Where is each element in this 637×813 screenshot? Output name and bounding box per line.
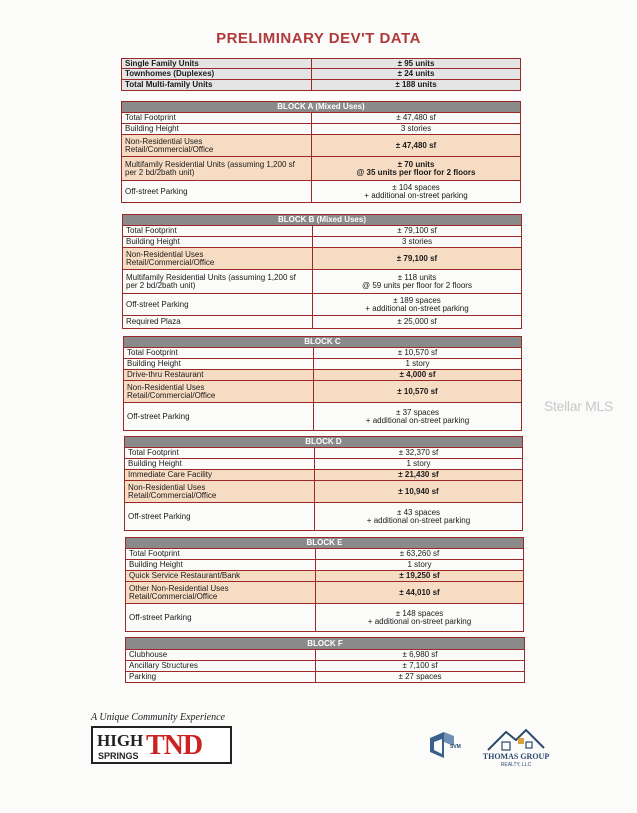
summary-value: ± 95 units [397, 58, 435, 68]
block-row [125, 481, 522, 503]
block-row [126, 582, 523, 604]
row-label: Ancillary Structures [126, 661, 316, 671]
row-value: ± 25,000 sf [397, 317, 437, 326]
summary-label: Single Family Units [122, 59, 312, 68]
page-title: PRELIMINARY DEV'T DATA [216, 30, 421, 47]
row-label: Required Plaza [123, 316, 313, 328]
row-label: Non-Residential Uses Retail/Commercial/Office [125, 481, 315, 502]
row-value: ± 79,100 sf [397, 226, 437, 235]
block-header: BLOCK F [126, 637, 524, 650]
row-value: ± 21,430 sf [398, 470, 439, 479]
block-header: BLOCK A (Mixed Uses) [122, 101, 520, 113]
block-table [124, 436, 523, 531]
row-value: ± 118 units @ 59 units per floor for 2 floors [362, 272, 472, 290]
row-value: ± 37 spaces + additional on-street parking [365, 407, 470, 425]
row-label: Total Footprint [122, 113, 312, 123]
row-label: Off-street Parking [125, 503, 315, 530]
row-label: Multifamily Residential Units (assuming 1,200 sf per 2 bd/2bath unit) [122, 157, 312, 180]
block-row [123, 248, 521, 270]
block-row [126, 604, 523, 632]
row-value: ± 79,100 sf [396, 253, 438, 263]
summary-table [121, 58, 521, 91]
block-row [122, 181, 520, 203]
block-row [123, 270, 521, 294]
row-value: ± 32,370 sf [398, 448, 439, 457]
row-label: Off-street Parking [126, 604, 316, 631]
row-value: ± 4,000 sf [399, 370, 436, 379]
row-label: Clubhouse [126, 650, 316, 660]
row-value: ± 104 spaces + additional on-street parking [364, 182, 468, 200]
block-header: BLOCK B (Mixed Uses) [123, 214, 521, 226]
row-value: ± 70 units @ 35 units per floor for 2 floors [356, 159, 476, 177]
row-label: Non-Residential Uses Retail/Commercial/Office [122, 135, 312, 156]
block-row [122, 135, 520, 157]
row-label: Total Footprint [124, 348, 314, 358]
row-value: 1 story [407, 560, 432, 569]
block-row [125, 459, 522, 470]
row-value: ± 148 spaces + additional on-street parking [367, 608, 472, 626]
row-label: Building Height [122, 124, 312, 134]
block-row [126, 560, 523, 571]
summary-value: ± 188 units [395, 80, 437, 89]
row-value: 3 stories [400, 124, 432, 133]
row-label: Off-street Parking [123, 294, 313, 315]
summary-value: ± 24 units [397, 69, 435, 78]
block-row [123, 237, 521, 248]
block-header: BLOCK D [125, 436, 522, 448]
block-row [125, 448, 522, 459]
thomas-group-sub: REALTY, LLC [500, 762, 532, 768]
block-row [122, 157, 520, 181]
high-springs-tnd-logo [91, 726, 232, 764]
row-label: Building Height [123, 237, 313, 247]
block-row [126, 549, 523, 560]
row-label: Building Height [124, 359, 314, 369]
block-row [126, 571, 523, 582]
row-label: Drive-thru Restaurant [124, 370, 314, 380]
block-table [121, 101, 521, 203]
row-value: 1 story [405, 359, 430, 368]
row-label: Other Non-Residential Uses Retail/Commercial/Office [126, 582, 316, 603]
row-label: Building Height [125, 459, 315, 469]
row-value: ± 10,570 sf [397, 348, 438, 357]
row-label: Non-Residential Uses Retail/Commercial/Office [124, 381, 314, 402]
row-label: Total Footprint [125, 448, 315, 458]
row-value: ± 44,010 sf [399, 587, 440, 597]
row-label: Non-Residential Uses Retail/Commercial/Office [123, 248, 313, 269]
block-row [125, 503, 522, 531]
block-row [124, 403, 521, 431]
row-value: ± 10,570 sf [397, 386, 438, 396]
logo-high-text: HIGH [97, 731, 144, 750]
block-row [124, 348, 521, 359]
block-table [125, 537, 524, 632]
row-value: ± 189 spaces + additional on-street parking [365, 295, 469, 313]
logo-tnd-text: TND [146, 730, 203, 761]
block-header: BLOCK E [126, 537, 523, 549]
block-table [125, 637, 525, 683]
row-label: Total Footprint [123, 226, 313, 236]
row-value: ± 47,480 sf [396, 113, 436, 122]
block-row [123, 294, 521, 316]
row-label: Off-street Parking [124, 403, 314, 430]
block-row [122, 113, 520, 124]
thomas-group-name: THOMAS GROUP [482, 752, 550, 761]
block-table [123, 336, 522, 431]
row-value: ± 47,480 sf [395, 140, 437, 150]
summary-label: Total Multi-family Units [122, 80, 312, 90]
row-value: ± 10,940 sf [398, 486, 439, 496]
block-table [122, 214, 522, 329]
row-label: Building Height [126, 560, 316, 570]
row-label: Off-street Parking [122, 181, 312, 202]
row-value: ± 63,260 sf [399, 549, 440, 558]
row-label: Multifamily Residential Units (assuming 1,200 sf per 2 bd/2bath unit) [123, 270, 313, 293]
tagline: A Unique Community Experience [91, 712, 225, 723]
block-header: BLOCK C [124, 336, 521, 348]
row-value: ± 43 spaces + additional on-street parking [366, 507, 471, 525]
block-row [124, 359, 521, 370]
block-row [126, 661, 524, 672]
logo-springs-text: SPRINGS [98, 751, 139, 761]
row-value: ± 27 spaces [398, 672, 442, 681]
row-label: Quick Service Restaurant/Bank [126, 571, 316, 581]
row-value: 3 stories [401, 237, 433, 246]
svm-label: SVM [450, 744, 461, 750]
summary-row [121, 69, 521, 80]
row-label: Immediate Care Facility [125, 470, 315, 480]
row-value: ± 7,100 sf [402, 661, 438, 670]
block-row [125, 470, 522, 481]
row-label: Parking [126, 672, 316, 682]
block-row [126, 672, 524, 683]
block-row [124, 370, 521, 381]
row-value: 1 story [406, 459, 431, 468]
block-row [123, 226, 521, 237]
row-value: ± 19,250 sf [399, 571, 440, 580]
summary-row [121, 58, 521, 69]
summary-label: Townhomes (Duplexes) [122, 69, 312, 79]
row-label: Total Footprint [126, 549, 316, 559]
summary-row [121, 80, 521, 91]
block-row [123, 316, 521, 329]
watermark: Stellar MLS [544, 398, 614, 414]
block-row [122, 124, 520, 135]
row-value: ± 6,980 sf [402, 650, 438, 659]
block-row [126, 650, 524, 661]
block-row [124, 381, 521, 403]
